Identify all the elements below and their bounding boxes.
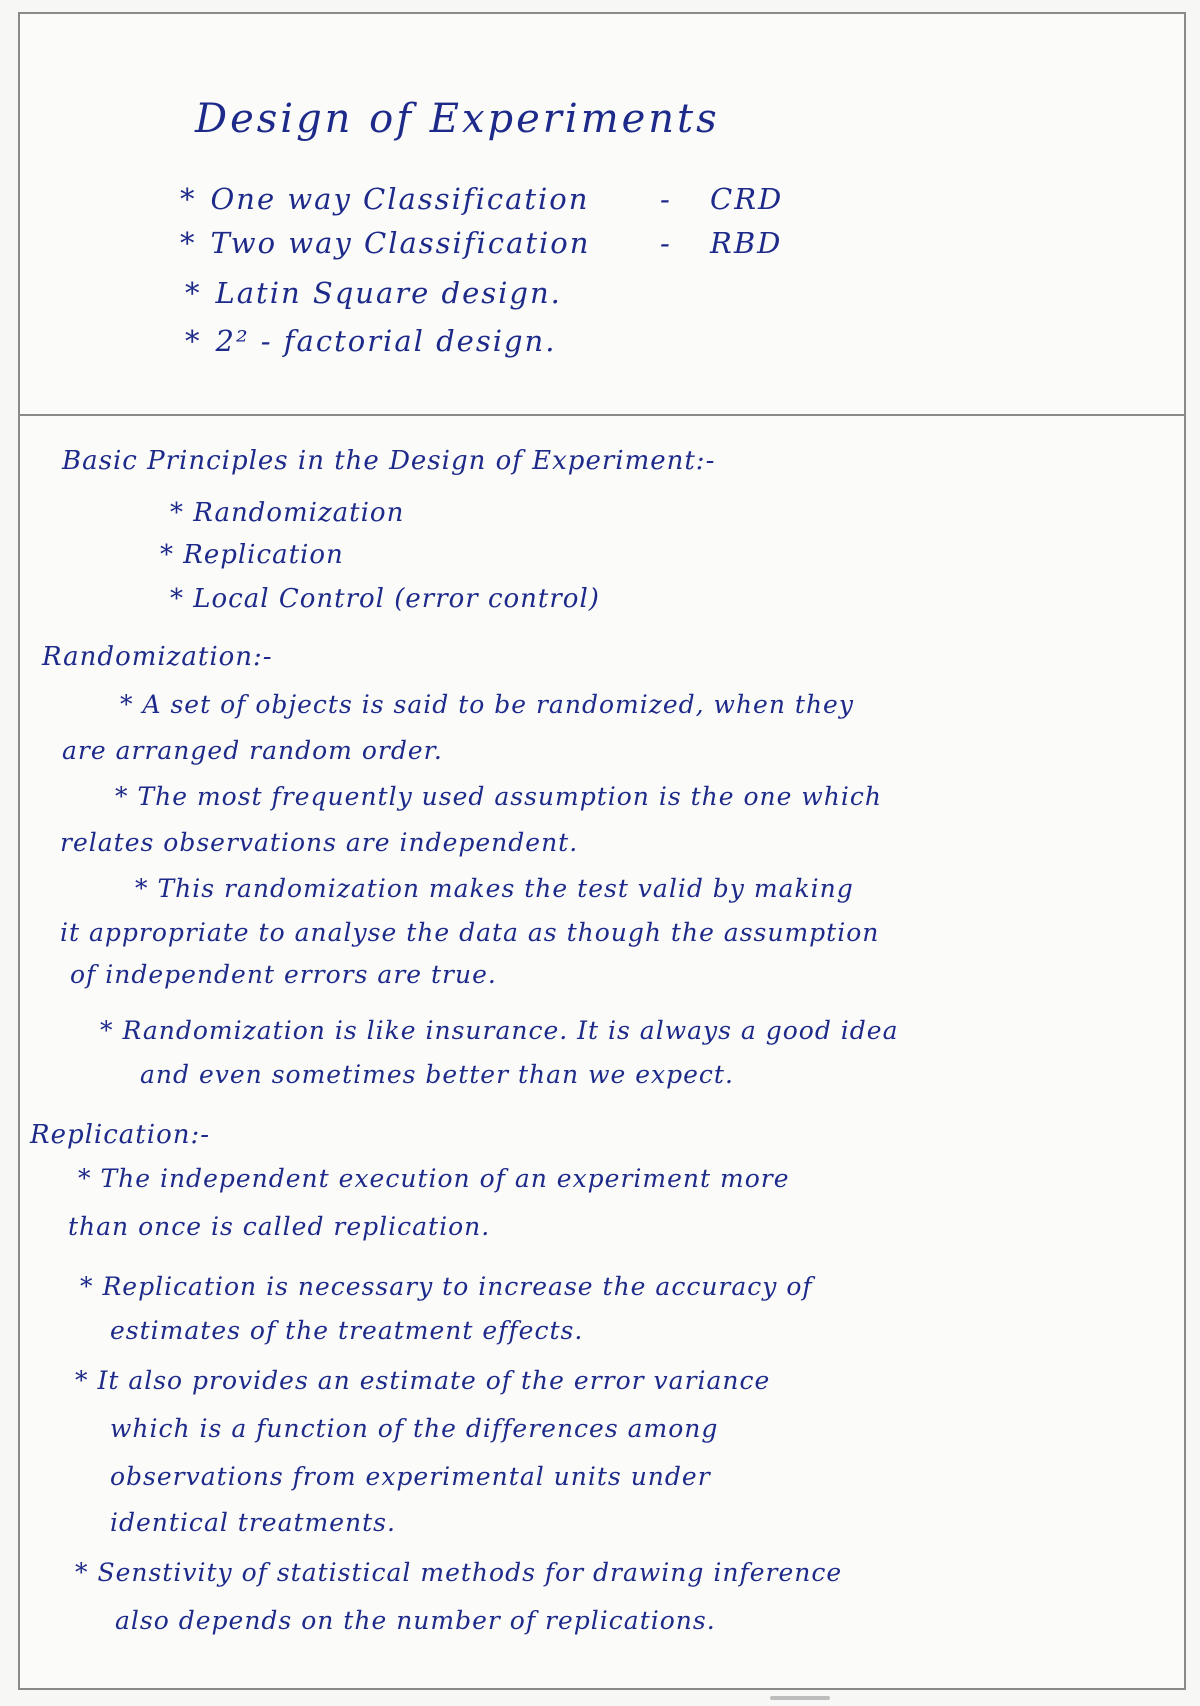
bullet-star: * [185,276,202,310]
randomization-heading: Randomization:- [42,642,273,672]
replication-line: * Senstivity of statistical methods for drawing inference [75,1558,843,1587]
randomization-line: * The most frequently used assumption is the one which [115,782,883,811]
classification-item-2 [180,226,783,260]
section-divider [20,414,1184,416]
page-edge-mark [770,1696,830,1700]
replication-line: estimates of the treatment effects. [110,1316,584,1345]
replication-line: * It also provides an estimate of the error variance [75,1366,771,1395]
classification-item-4 [185,324,556,358]
classification-abbr: CRD [710,182,784,216]
principle-item: * Randomization [170,498,405,528]
randomization-line: * This randomization makes the test valid by making [135,874,854,903]
classification-abbr: RBD [710,226,783,260]
randomization-line: * A set of objects is said to be randomized, when they [120,690,854,719]
randomization-line: and even sometimes better than we expect. [140,1060,734,1089]
replication-line: which is a function of the differences among [110,1414,719,1443]
replication-line: also depends on the number of replications. [115,1606,716,1635]
classification-item-3 [185,276,562,310]
classification-text: Two way Classification [210,226,591,260]
randomization-line: of independent errors are true. [70,960,497,989]
classification-sep: - [660,182,672,216]
replication-line: * The independent execution of an experiment more [78,1164,790,1193]
replication-line: identical treatments. [110,1508,396,1537]
randomization-line: * Randomization is like insurance. It is always a good idea [100,1016,899,1045]
bullet-star: * [180,226,197,260]
principle-item: * Replication [160,540,344,570]
randomization-line: it appropriate to analyse the data as though the assumption [60,918,880,947]
randomization-line: relates observations are independent. [60,828,579,857]
bullet-star: * [185,324,202,358]
replication-line: than once is called replication. [68,1212,491,1241]
principles-heading: Basic Principles in the Design of Experiment:- [62,446,716,476]
randomization-line: are arranged random order. [62,736,443,765]
classification-text: One way Classification [210,182,590,216]
replication-heading: Replication:- [30,1120,211,1150]
notebook-page [18,12,1186,1690]
replication-line: observations from experimental units under [110,1462,711,1491]
classification-text: 2² - factorial design. [215,324,557,358]
classification-sep: - [660,226,672,260]
replication-line: * Replication is necessary to increase the accuracy of [80,1272,813,1301]
bullet-star: * [180,182,197,216]
principle-item: * Local Control (error control) [170,584,600,614]
classification-text: Latin Square design. [215,276,562,310]
page-title: Design of Experiments [195,96,720,142]
classification-item-1 [180,182,784,216]
